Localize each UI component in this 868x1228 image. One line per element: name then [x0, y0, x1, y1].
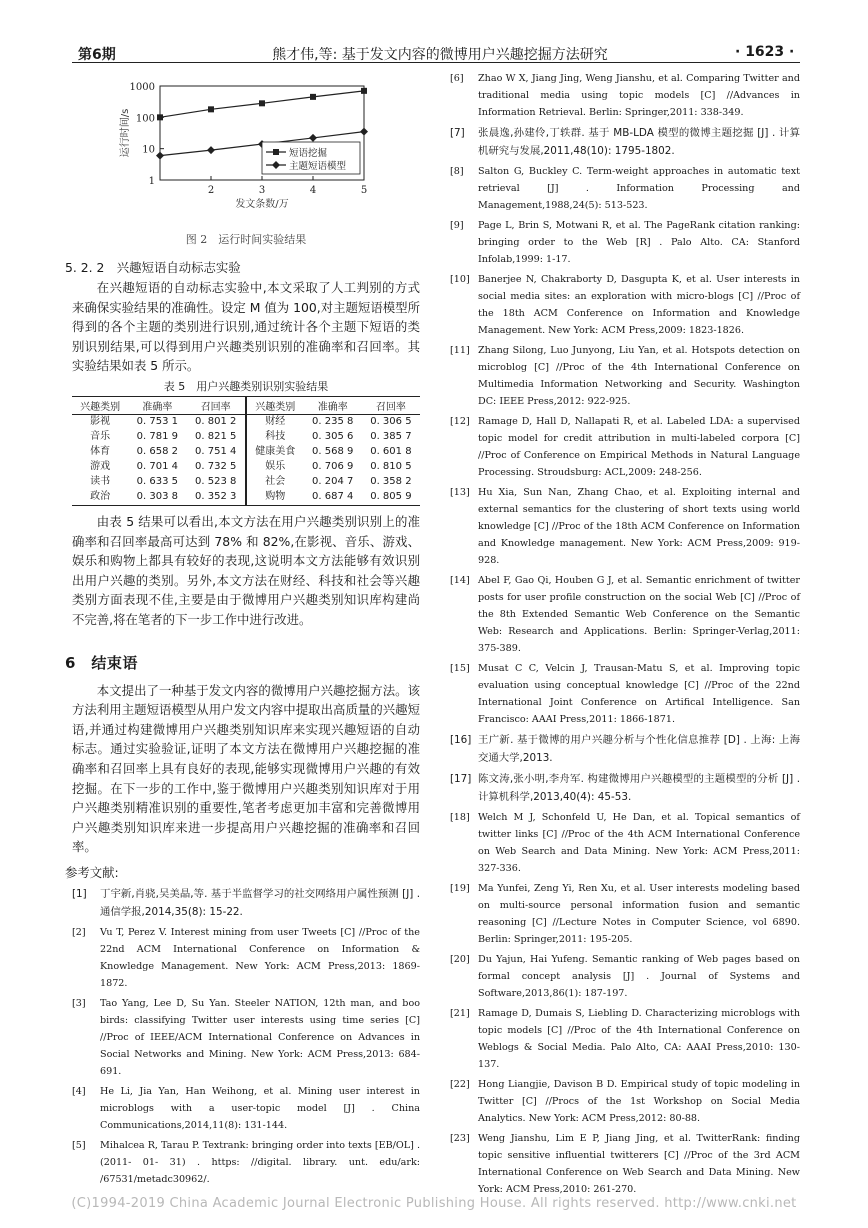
reference-text: Welch M J, Schonfeld U, He Dan, et al. Topical semantics of twitter links [C] //Proc of the 4th ACM International Conference on Web Search and Data Mining. New York: ACM Press,2011: 327-336. [478, 812, 800, 874]
table-row [72, 460, 420, 475]
reference-number: [20] [450, 954, 470, 965]
table-cell: 0. 568 9 [312, 446, 354, 458]
table-cell: 社会 [246, 475, 304, 490]
reference-item [450, 163, 800, 214]
table-header-cell: 兴趣类别 [72, 396, 128, 414]
table-cell: 影视 [90, 416, 111, 428]
header-rule [72, 62, 800, 63]
reference-text: Hu Xia, Sun Nan, Zhang Chao, et al. Exploiting internal and external semantics for the clustering of short texts using world knowledge [C] //Proc of the 18th ACM Conference on Information and Knowledge management. New York: ACM Press,2009: 919-928. [478, 487, 800, 566]
reference-number: [4] [72, 1085, 86, 1097]
reference-item [450, 572, 800, 657]
reference-item [450, 1005, 800, 1073]
table-cell: 0. 235 8 [312, 416, 354, 428]
reference-text: Hong Liangjie, Davison B D. Empirical study of topic modeling in Twitter [C] //Procs of the 1st Workshop on Social Media Analytics. New York: ACM Press,2012: 80-88. [478, 1079, 800, 1124]
y-tick-label: 10 [142, 144, 155, 156]
runtime-chart [72, 70, 420, 232]
references-right [450, 70, 800, 1198]
runtime-chart-svg [72, 70, 420, 232]
reference-item [450, 271, 800, 339]
reference-text: Zhang Silong, Luo Junyong, Liu Yan, et al. Hotspots detection on microblog [C] //Proc of the 4th International Conference on Multimedia Information Networking and Security. Washington DC: IEEE Press,2012: 922-925. [478, 345, 800, 407]
reference-number: [21] [450, 1008, 470, 1019]
table-row [72, 475, 420, 490]
table-cell: 0. 753 1 [136, 416, 178, 428]
table-cell: 0. 732 5 [195, 461, 237, 473]
table-cell: 体育 [90, 446, 111, 458]
page-number: · 1623 · [735, 44, 795, 60]
reference-text: Page L, Brin S, Motwani R, et al. The PageRank citation ranking: bringing order to the Web [R] . Palo Alto. CA: Stanford Infolab,1999: 1-17. [478, 220, 800, 265]
analysis-paragraph: 由表 5 结果可以看出,本文方法在用户兴趣类别识别上的准确率和召回率最高可达到 78% 和 82%,在影视、音乐、游戏、娱乐和购物上都具有较好的表现,这说明本文方法能够有效识别出用户兴趣的类别。另外,本文方法在财经、科技和社会等兴趣类别方面表现不佳,主要是由于微博用户兴趣类别知识库构建尚不完善,将在笔者的下一步工作中进行改进。 [72, 513, 420, 627]
references-title: 参考文献: [65, 864, 119, 880]
x-tick-label: 5 [360, 185, 368, 196]
table-cell: 音乐 [90, 431, 111, 443]
section-5-2-2-paragraph: 在兴趣短语的自动标志实验中,本文采取了人工判别的方式来确保实验结果的准确性。设定 M 值为 100,对主题短语模型所得到的各个主题的类别进行识别,通过统计各个主题下短语的类别识别结果,可以得到用户兴趣类别识别的准确率和召回率。其实验结果如表 5 所示。 [72, 280, 420, 374]
reference-item [450, 770, 800, 806]
legend-marker-square [273, 149, 279, 155]
table-cell: 政治 [72, 490, 128, 506]
table-cell: 0. 385 7 [370, 431, 412, 443]
copyright-footer: (C)1994-2019 China Academic Journal Electronic Publishing House. All rights reserved. http://www.cnki.net [71, 1196, 797, 1211]
reference-item [450, 1076, 800, 1127]
reference-item [450, 731, 800, 767]
reference-item [450, 1130, 800, 1198]
reference-item [450, 660, 800, 728]
reference-number: [19] [450, 883, 470, 894]
reference-number: [2] [72, 926, 86, 938]
x-tick-label: 2 [207, 185, 215, 196]
table-cell: 0. 821 5 [195, 431, 237, 443]
table-header-cell: 准确率 [304, 396, 362, 414]
table-cell: 0. 701 4 [136, 461, 178, 473]
data-point-diamond [309, 134, 317, 142]
table-header-cell: 召回率 [186, 396, 246, 414]
data-point-square [157, 114, 163, 120]
running-title: 熊才伟,等: 基于发文内容的微博用户兴趣挖掘方法研究 [272, 47, 608, 63]
reference-number: [23] [450, 1133, 470, 1144]
figure-caption: 图 2 运行时间实验结果 [185, 233, 307, 246]
table-cell: 健康美食 [246, 445, 304, 460]
reference-item [72, 1137, 420, 1188]
table-header-cell: 准确率 [128, 396, 186, 414]
y-tick-label: 1 [148, 176, 155, 187]
table-cell: 0. 305 6 [312, 431, 354, 443]
reference-item [450, 342, 800, 410]
reference-number: [12] [450, 416, 470, 427]
table-cell: 游戏 [90, 461, 111, 473]
reference-text: Banerjee N, Chakraborty D, Dasgupta K, et al. User interests in social media sites: an exploration with micro-blogs [C] //Proc of the 18th ACM Conference on Information and Knowledge Management. New York: ACM Press,2009: 1823-1826. [478, 274, 800, 336]
table-cell: 0. 306 5 [370, 416, 412, 428]
table-cell: 0. 781 9 [136, 431, 178, 443]
reference-text: Ramage D, Hall D, Nallapati R, et al. Labeled LDA: a supervised topic model for credit attribution in multi-labeled corpora [C] //Proc of Conference on Empirical Methods in Natural Language Processing. Stroudsburg: ACL,2009: 248-256. [478, 416, 800, 478]
reference-number: [6] [450, 73, 464, 84]
reference-item [72, 1083, 420, 1134]
legend-label: 短语挖掘 [289, 148, 328, 159]
reference-text: Ma Yunfei, Zeng Yi, Ren Xu, et al. User interests modeling based on multi-source personal information fusion and semantic reasoning [C] //Lecture Notes in Computer Science, vol 6890. Berlin: Springer,2011: 195-205. [478, 883, 800, 945]
table-cell: 财经 [246, 414, 304, 430]
reference-text: Tao Yang, Lee D, Su Yan. Steeler NATION, 12th man, and boo birds: classifying Twitter user interests using time series [C] //Proc of IEEE/ACM International Conference on Advances in Social Networks and Mining. New York: ACM Press,2013: 684-691. [100, 997, 420, 1077]
table-header-cell: 兴趣类别 [246, 396, 304, 414]
reference-item [72, 995, 420, 1080]
reference-number: [1] [72, 887, 87, 900]
reference-number: [5] [72, 1139, 86, 1151]
reference-item [450, 880, 800, 948]
table-row [72, 445, 420, 460]
table-cell: 0. 352 3 [186, 490, 246, 506]
reference-text: 丁宇新,肖骁,吴美晶,等. 基于半监督学习的社交网络用户属性预测 [J] . 通信学报,2014,35(8): 15-22. [100, 887, 420, 918]
reference-text: Weng Jianshu, Lim E P, Jiang Jing, et al. TwitterRank: finding topic sensitive influential twitterers [C] //Proc of the 3rd ACM International Conference on Web Search and Data Mining. New York: ACM Press,2010: 261-270. [478, 1133, 800, 1195]
table-cell: 0. 751 4 [195, 446, 237, 458]
reference-text: Musat C C, Velcin J, Trausan-Matu S, et al. Improving topic evaluation using conceptual knowledge [C] //Proc of the 22nd International Joint Conference on Artifical Intelligence. San Francisco: AAAI Press,2011: 1866-1871. [478, 663, 800, 725]
legend-label: 主题短语模型 [289, 161, 347, 172]
issue-number: 第6期 [78, 47, 116, 63]
reference-number: [17] [450, 773, 472, 785]
reference-text: Abel F, Gao Qi, Houben G J, et al. Semantic enrichment of twitter posts for user profile construction on the social Web [C] //Proc of the 8th Extended Semantic Web Conference on the Semantic Web: Research and Applications. Berlin: Springer-Verlag,2011: 375-389. [478, 575, 800, 654]
reference-number: [11] [450, 345, 470, 356]
reference-item [450, 413, 800, 481]
reference-text: 张晨逸,孙建伶,丁轶群. 基于 MB-LDA 模型的微博主题挖掘 [J] . 计算机研究与发展,2011,48(10): 1795-1802. [478, 127, 800, 157]
reference-number: [16] [450, 734, 472, 746]
data-point-square [361, 88, 367, 94]
data-point-square [208, 106, 214, 112]
x-axis-label: 发文条数/万 [235, 199, 289, 210]
reference-number: [18] [450, 812, 470, 823]
reference-text: Salton G, Buckley C. Term-weight approaches in automatic text retrieval [J] . Information Processing and Management,1988,24(5): 513-523. [478, 166, 800, 211]
table-caption: 表 5 用户兴趣类别识别实验结果 [163, 379, 329, 393]
reference-item [450, 70, 800, 121]
reference-item [450, 951, 800, 1002]
table-cell: 0. 303 8 [128, 490, 186, 506]
reference-number: [13] [450, 487, 470, 498]
x-tick-label: 3 [258, 185, 266, 196]
reference-item [72, 885, 420, 921]
table-cell: 0. 706 9 [312, 461, 354, 473]
reference-item [450, 217, 800, 268]
table-header-cell: 召回率 [362, 396, 420, 414]
data-point-diamond [360, 128, 368, 136]
reference-item [450, 484, 800, 569]
reference-number: [22] [450, 1079, 470, 1090]
x-tick-label: 4 [309, 185, 317, 196]
reference-text: Ramage D, Dumais S, Liebling D. Characterizing microblogs with topic models [C] //Proc of the 4th International Conference on Weblogs & Social Media. Palo Alto, CA: AAAI Press,2010: 130-137. [478, 1008, 800, 1070]
reference-number: [15] [450, 663, 470, 674]
table-cell: 读书 [90, 476, 111, 488]
reference-text: He Li, Jia Yan, Han Weihong, et al. Mining user interest in microblogs with a user-topic model [J] . China Communications,2014,11(8): 131-144. [100, 1085, 420, 1131]
reference-text: Vu T, Perez V. Interest mining from user Tweets [C] //Proc of the 22nd ACM International Conference on Information & Knowledge Management. New York: ACM Press,2013: 1869-1872. [100, 926, 420, 989]
table-cell: 娱乐 [246, 460, 304, 475]
y-tick-label: 100 [135, 113, 155, 125]
reference-number: [8] [450, 166, 464, 177]
section-6-heading: 6 结束语 [65, 653, 138, 672]
reference-item [72, 924, 420, 992]
results-table [72, 396, 420, 506]
section-6-paragraph: 本文提出了一种基于发文内容的微博用户兴趣挖掘方法。该方法利用主题短语模型从用户发文内容中提取出高质量的兴趣短语,并通过构建微博用户兴趣类别知识库来实现兴趣短语的自动标志。通过实验验证,证明了本文方法在微博用户兴趣挖掘的准确率和召回率上具有良好的表现,能够实现微博用户兴趣的有效挖掘。在下一步的工作中,鉴于微博用户兴趣类别知识库对于用户兴趣类别精准识别的重要性,笔者考虑更加丰富和完善微博用户兴趣类别知识库来进一步提高用户兴趣挖掘的准确率和召回率。 [72, 682, 420, 855]
table-row [72, 430, 420, 445]
y-tick-label: 1000 [129, 82, 155, 93]
reference-number: [7] [450, 127, 465, 139]
table-cell: 0. 523 8 [195, 476, 237, 488]
reference-text: 王广新. 基于微博的用户兴趣分析与个性化信息推荐 [D] . 上海: 上海交通大学,2013. [478, 734, 800, 764]
section-5-2-2-heading: 5. 2. 2 兴趣短语自动标志实验 [65, 260, 241, 275]
table-cell: 0. 810 5 [370, 461, 412, 473]
reference-text: 陈文涛,张小明,李舟军. 构建微博用户兴趣模型的主题模型的分析 [J] . 计算机科学,2013,40(4): 45-53. [478, 773, 800, 803]
page-header [0, 0, 868, 62]
table-cell: 0. 687 4 [304, 490, 362, 506]
y-axis-label: 运行时间/s [120, 108, 131, 158]
reference-number: [9] [450, 220, 464, 231]
table-cell: 0. 601 8 [370, 446, 412, 458]
reference-number: [3] [72, 997, 86, 1009]
reference-number: [10] [450, 274, 470, 285]
table-cell: 0. 801 2 [195, 416, 237, 428]
data-point-square [310, 94, 316, 100]
reference-item [450, 809, 800, 877]
data-point-diamond [207, 146, 215, 154]
references-left [72, 885, 420, 1188]
table-row [72, 414, 420, 430]
table-cell: 科技 [246, 430, 304, 445]
table-cell: 0. 633 5 [136, 476, 178, 488]
right-column [450, 70, 800, 1201]
data-point-square [259, 100, 265, 106]
table-cell: 0. 358 2 [370, 476, 412, 488]
reference-text: Zhao W X, Jiang Jing, Weng Jianshu, et al. Comparing Twitter and traditional media using topic models [C] //Advances in Information Retrieval. Berlin: Springer,2011: 338-349. [478, 73, 800, 118]
table-cell: 0. 805 9 [362, 490, 420, 506]
reference-text: Du Yajun, Hai Yufeng. Semantic ranking of Web pages based on formal concept analysis [J] . Journal of Systems and Software,2013,86(1): 187-197. [478, 954, 800, 999]
reference-text: Mihalcea R, Tarau P. Textrank: bringing order into texts [EB/OL] . (2011- 01- 31) . https: //digital. library. unt. edu/ark: /67531/metadc30962/. [100, 1139, 420, 1185]
data-point-diamond [156, 152, 164, 160]
reference-number: [14] [450, 575, 470, 586]
table-cell: 购物 [246, 490, 304, 506]
table-cell: 0. 204 7 [312, 476, 354, 488]
table-cell: 0. 658 2 [136, 446, 178, 458]
left-column [65, 70, 420, 1191]
table-row [72, 490, 420, 506]
reference-item [450, 124, 800, 160]
